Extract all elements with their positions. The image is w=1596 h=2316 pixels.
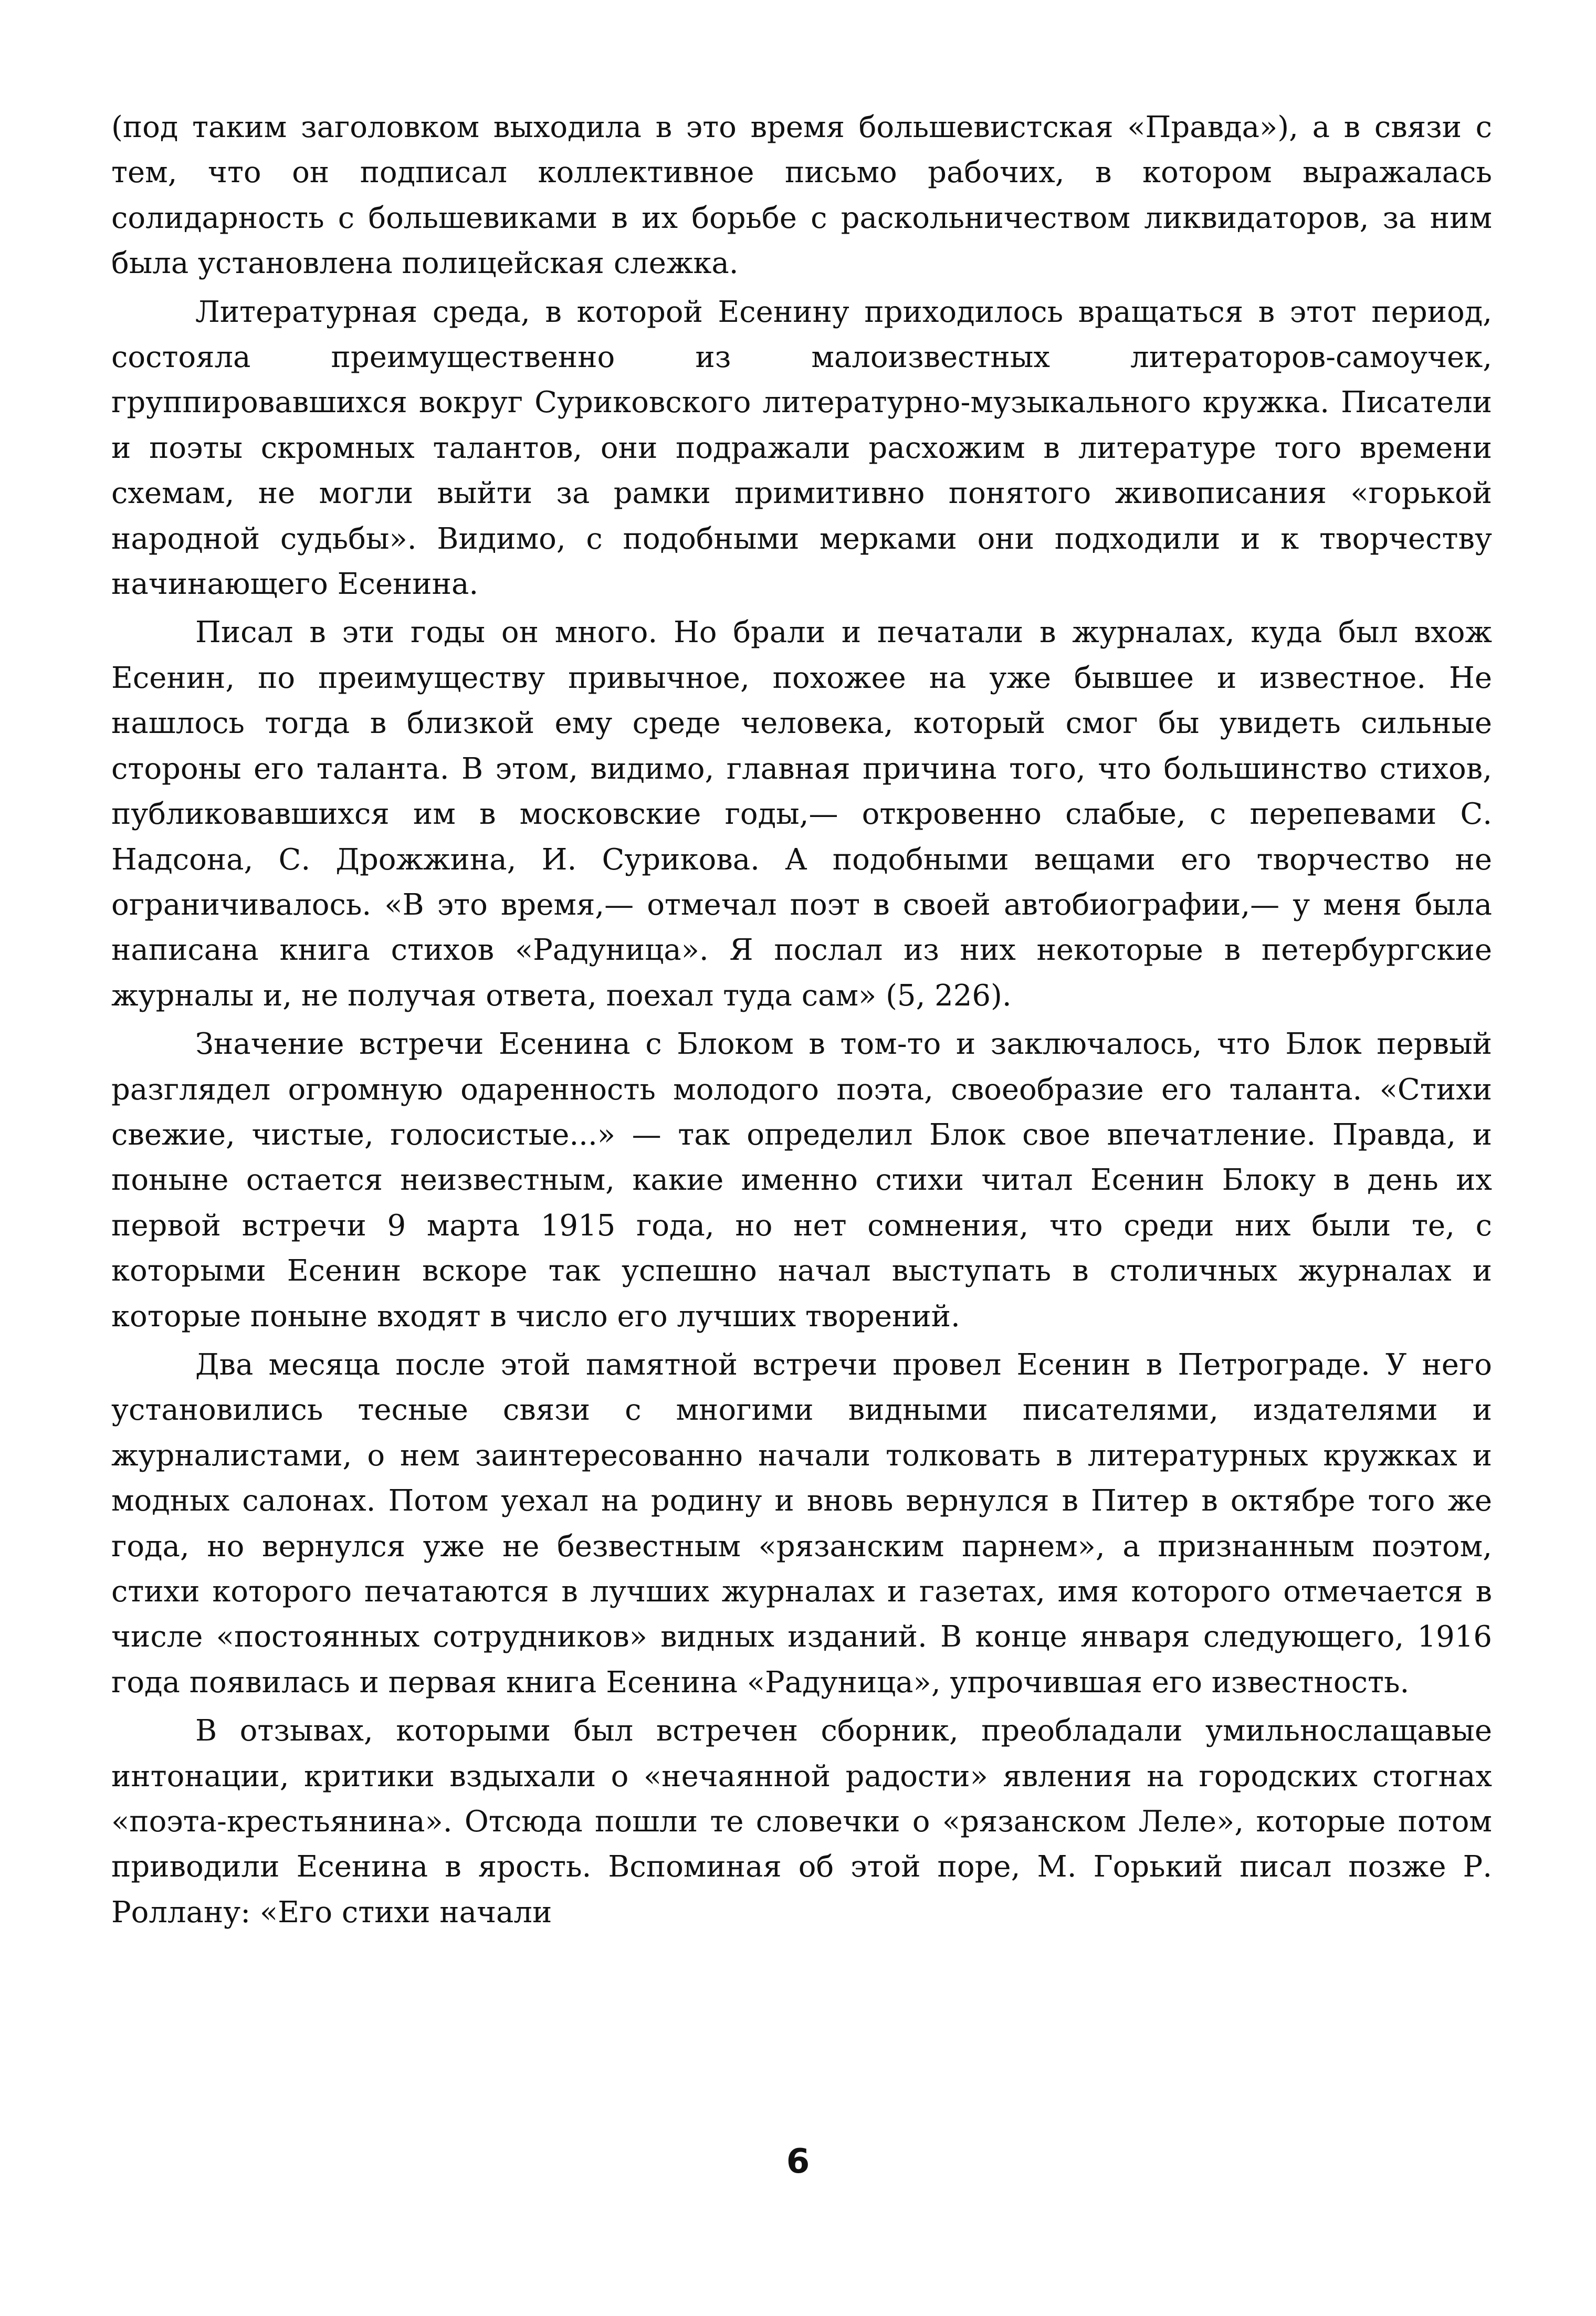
paragraph-literary-milieu: Литературная среда, в которой Есенину приходилось вращаться в этот период, состояла преимущественно из малоизвестных литераторов-самоучек, группировавшихся вокруг Суриковского литературно-музыкального кружка. Писатели и поэты скромных талантов, они подражали расхожим в литературе того времени схемам, не могли выйти за рамки примитивно понятого живописания «горькой народной судьбы». Видимо, с подобными мерками они подходили и к творчеству начинающего Есенина. (111, 295, 1492, 602)
body-text (111, 105, 1492, 1938)
page-number: 6 (786, 2142, 810, 2181)
paragraph-petrograd: Два месяца после этой памятной встречи провел Есенин в Петрограде. У него установились тесные связи с многими видными писателями, издателями и журналистами, о нем заинтересованно начали толковать в литературных кружках и модных салонах. Потом уехал на родину и вновь вернулся в Питер в октябре того же года, но вернулся уже не безвестным «рязанским парнем», а признанным поэтом, стихи которого печатаются в лучших журналах и газетах, имя которого отмечается в числе «постоянных сотрудников» видных изданий. В конце января следующего, 1916 года появилась и первая книга Есенина «Радуница», упрочившая его известность. (111, 1347, 1492, 1700)
paragraph-continuation: (под таким заголовком выходила в это время большевистская «Правда»), а в связи с тем, что он подписал коллективное письмо рабочих, в котором выражалась солидарность с большевиками в их борьбе с раскольничеством ликвидаторов, за ним была установлена полицейская слежка. (111, 110, 1492, 281)
paragraph-meeting-blok: Значение встречи Есенина с Блоком в том-то и заключалось, что Блок первый разглядел огромную одаренность молодого поэта, своеобразие его таланта. «Стихи свежие, чистые, голосистые...» — так определил Блок свое впечатление. Правда, и поныне остается неизвестным, какие именно стихи читал Есенин Блоку в день их первой встречи 9 марта 1915 года, но нет сомнения, что среди них были те, с которыми Есенин вскоре так успешно начал выступать в столичных журналах и которые поныне входят в число его лучших творений. (111, 1027, 1492, 1334)
paragraph-reviews: В отзывах, которыми был встречен сборник, преобладали умильнослащавые интонации, критики вздыхали о «нечаянной радости» явления на городских стогнах «поэта-крестьянина». Отсюда пошли те словечки о «рязанском Леле», которые потом приводили Есенина в ярость. Вспоминая об этой поре, М. Горький писал позже Р. Роллану: «Его стихи начали (111, 1714, 1492, 1930)
paragraph-writing-years: Писал в эти годы он много. Но брали и печатали в журналах, куда был вхож Есенин, по преимуществу привычное, похожее на уже бывшее и известное. Не нашлось тогда в близкой ему среде человека, который смог бы увидеть сильные стороны его таланта. В этом, видимо, главная причина того, что большинство стихов, публиковавшихся им в московские годы,— откровенно слабые, с перепевами С. Надсона, С. Дрожжина, И. Сурикова. А подобными вещами его творчество не ограничивалось. «В это время,— отмечал поэт в своей автобиографии,— у меня была написана книга стихов «Радуница». Я послал из них некоторые в петербургские журналы и, не получая ответа, поехал туда сам» (5, 226). (111, 615, 1492, 1013)
